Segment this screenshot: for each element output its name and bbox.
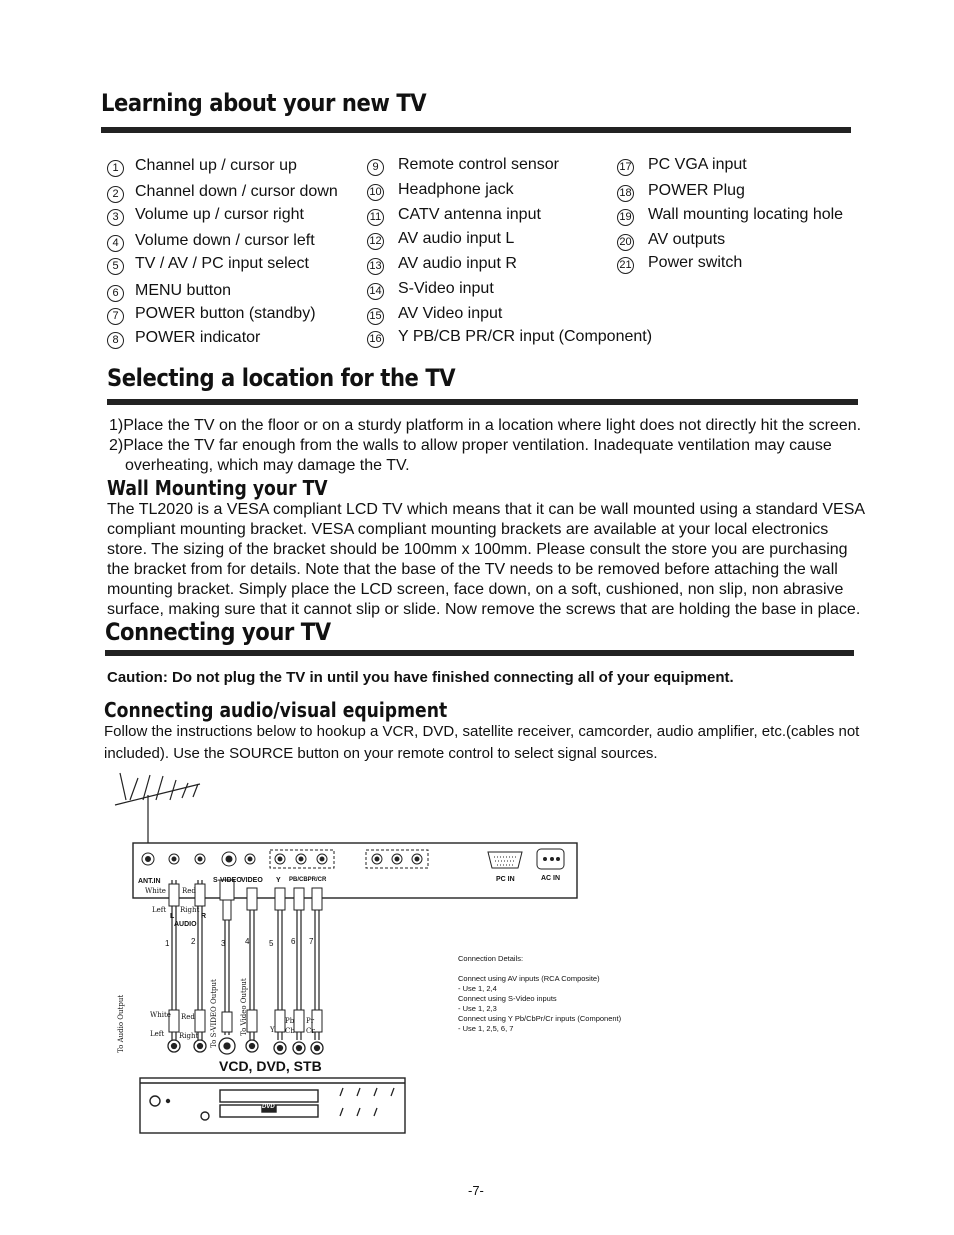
part-label: AV audio input L — [398, 230, 515, 247]
wall-line-6: surface, making sure that it cannot slip or slide. Now remove the screws that are holding the base in place. — [107, 601, 861, 618]
dvd-logo: DVD — [262, 1104, 275, 1110]
part-label: AV Video input — [398, 305, 503, 322]
label-r: R — [201, 913, 207, 920]
part-number-badge: 17 — [617, 159, 634, 176]
label-to-video-output: To Video Output — [240, 978, 248, 1036]
part-label: S-Video input — [398, 280, 494, 297]
cable-num-5: 5 — [269, 939, 274, 948]
heading-learning: Learning about your new TV — [101, 89, 427, 117]
wall-line-3: store. The sizing of the bracket should be 100mm x 100mm. Please consult the store you are purchasing — [107, 541, 848, 558]
device-jacks — [168, 1038, 323, 1054]
part-number-badge: 7 — [107, 308, 124, 325]
label-y: Y — [276, 877, 281, 884]
part-label: MENU button — [135, 282, 232, 299]
part-number-badge: 19 — [617, 209, 634, 226]
part-number-badge: 21 — [617, 257, 634, 274]
connection-details: Connection Details: Connect using AV inputs (RCA Composite) - Use 1, 2,4 Connect using S-Video inputs - Use 1, 2,3 Connect using Y Pb/CbPr/Cr inputs (Component) - Use 1, 2,5, 6, 7 — [458, 954, 622, 1033]
part-number-badge: 15 — [367, 308, 384, 325]
part-label: AV audio input R — [398, 255, 517, 272]
part-number-badge: 12 — [367, 233, 384, 250]
part-label: Y PB/CB PR/CR input (Component) — [398, 328, 653, 345]
selecting-line-1: 1)Place the TV on the floor or on a sturdy platform in a location where light does not directly hit the screen. — [109, 417, 862, 434]
part-number-badge: 3 — [107, 209, 124, 226]
label-white-2: White — [150, 1011, 171, 1019]
part-label: Volume up / cursor right — [135, 206, 304, 223]
page-number: -7- — [468, 1183, 484, 1198]
part-label: PC VGA input — [648, 156, 747, 173]
selecting-line-2: 2)Place the TV far enough from the walls to allow proper ventilation. Inadequate ventilation may cause — [109, 437, 832, 454]
label-red-2: Red — [181, 1013, 195, 1021]
label-pbpr: PB/CBPR/CR — [289, 877, 327, 883]
cable-num-3: 3 — [221, 939, 226, 948]
part-number-badge: 1 — [107, 160, 124, 177]
wall-line-4: the bracket from for details. Note that the base of the TV needs to be removed before attaching the wall — [107, 561, 838, 578]
part-number-badge: 16 — [367, 331, 384, 348]
part-number-badge: 6 — [107, 285, 124, 302]
label-video: VIDEO — [241, 877, 263, 884]
selecting-line-3: overheating, which may damage the TV. — [125, 457, 410, 474]
label-to-audio-output: To Audio Output — [117, 994, 125, 1053]
part-number-badge: 18 — [617, 185, 634, 202]
part-label: Wall mounting locating hole — [648, 206, 844, 223]
label-svideo: S-VIDEO — [213, 877, 242, 884]
cable-num-7: 7 — [309, 937, 314, 946]
label-cb: Cb — [285, 1027, 295, 1035]
part-number-badge: 10 — [367, 184, 384, 201]
part-label: Channel up / cursor up — [135, 157, 297, 174]
label-left-2: Left — [150, 1030, 165, 1038]
part-label: Power switch — [648, 254, 743, 271]
label-l: L — [170, 913, 175, 920]
part-label: Headphone jack — [398, 181, 514, 198]
av-line-2: included). Use the SOURCE button on your remote control to select signal sources. — [104, 745, 658, 762]
label-to-svideo-output: To S-VIDEO Output — [210, 979, 218, 1048]
part-label: Remote control sensor — [398, 156, 559, 173]
part-label: CATV antenna input — [398, 206, 541, 223]
label-ac-in: AC IN — [541, 875, 561, 882]
cable-num-2: 2 — [191, 937, 196, 946]
part-number-badge: 8 — [107, 332, 124, 349]
label-left: Left — [152, 906, 167, 914]
label-white: White — [145, 887, 166, 895]
part-label: POWER Plug — [648, 182, 745, 199]
label-y-2: Y — [270, 1026, 275, 1034]
part-number-badge: 9 — [367, 159, 384, 176]
label-right-2: Right — [179, 1032, 199, 1040]
part-label: TV / AV / PC input select — [135, 255, 309, 272]
label-pb: Pb — [285, 1017, 295, 1025]
heading-wall: Wall Mounting your TV — [107, 476, 328, 500]
wall-line-2: compliant mounting bracket. VESA compliant mounting brackets are available at your local electronics — [107, 521, 829, 538]
label-cr: Cr — [306, 1027, 315, 1035]
wall-line-1: The TL2020 is a VESA compliant LCD TV which means that it can be wall mounted using a standard VESA — [107, 501, 866, 518]
part-label: POWER indicator — [135, 329, 261, 346]
part-label: AV outputs — [648, 231, 726, 248]
cable-num-4: 4 — [245, 937, 250, 946]
part-number-badge: 14 — [367, 283, 384, 300]
part-label: Volume down / cursor left — [135, 232, 315, 249]
device-label: VCD, DVD, STB — [219, 1058, 322, 1074]
label-audio: AUDIO — [174, 921, 197, 928]
av-line-1: Follow the instructions below to hookup a VCR, DVD, satellite receiver, camcorder, audio amplifier, etc.(cables not — [104, 723, 860, 740]
part-number-badge: 13 — [367, 258, 384, 275]
part-number-badge: 11 — [367, 209, 384, 226]
label-ant-in: ANT.IN — [138, 878, 161, 885]
antenna-icon — [115, 773, 200, 846]
label-right: Right — [180, 906, 200, 914]
cable-num-6: 6 — [291, 937, 296, 946]
heading-av: Connecting audio/visual equipment — [104, 698, 448, 722]
part-number-badge: 2 — [107, 186, 124, 203]
heading-connecting: Connecting your TV — [105, 618, 331, 646]
wall-line-5: mounting bracket. Simply place the LCD screen, face down, on a soft, cushioned, non slip, non abrasive — [107, 581, 844, 598]
caution-text: Caution: Do not plug the TV in until you have finished connecting all of your equipment. — [107, 669, 734, 686]
heading-selecting: Selecting a location for the TV — [107, 364, 456, 392]
part-label: Channel down / cursor down — [135, 183, 338, 200]
label-red: Red — [182, 887, 196, 895]
label-pr: Pr — [306, 1017, 315, 1025]
part-number-badge: 4 — [107, 235, 124, 252]
label-pc-in: PC IN — [496, 876, 515, 883]
part-label: POWER button (standby) — [135, 305, 316, 322]
part-number-badge: 5 — [107, 258, 124, 275]
cable-num-1: 1 — [165, 939, 170, 948]
part-number-badge: 20 — [617, 234, 634, 251]
